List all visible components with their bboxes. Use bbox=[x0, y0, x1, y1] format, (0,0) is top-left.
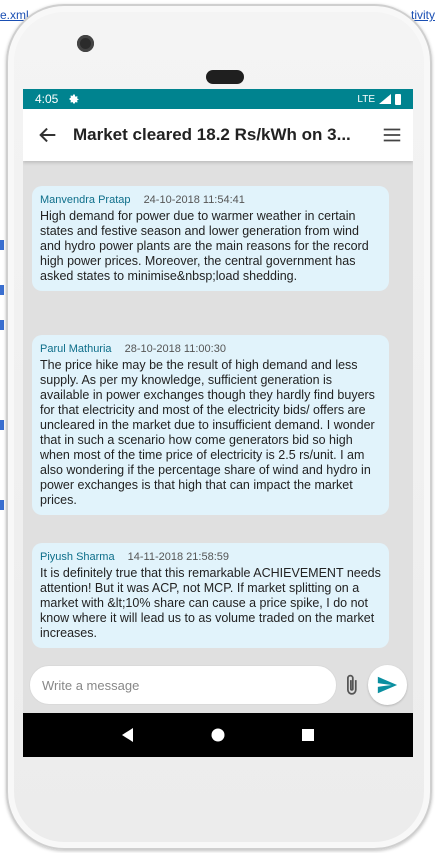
background-mark bbox=[0, 240, 4, 250]
message-text: High demand for power due to warmer weather in certain states and festive season and lower generation from wind and hydro power plants are the main reasons for the record high power prices. Moreover, the central government has asked states to minimise&nbsp;load shedding. bbox=[40, 209, 369, 283]
message-list[interactable] bbox=[23, 161, 413, 661]
earpiece-speaker bbox=[206, 70, 244, 84]
arrow-left-icon[interactable] bbox=[37, 124, 59, 146]
square-recents-icon[interactable] bbox=[300, 727, 316, 743]
message-bubble bbox=[32, 335, 389, 515]
message-meta bbox=[40, 194, 381, 206]
message-bubble bbox=[32, 186, 389, 291]
page-title: Market cleared 18.2 Rs/kWh on 3... bbox=[73, 125, 351, 144]
message-bubble bbox=[32, 543, 389, 648]
message-author: Piyush Sharma bbox=[40, 551, 115, 563]
message-timestamp: 14-11-2018 21:58:59 bbox=[127, 551, 229, 563]
background-link-right: tivity bbox=[411, 8, 435, 22]
signal-icon bbox=[379, 94, 391, 104]
message-author: Manvendra Pratap bbox=[40, 194, 131, 206]
phone-screen bbox=[23, 89, 413, 757]
background-mark bbox=[0, 500, 4, 510]
battery-icon bbox=[395, 94, 401, 105]
system-nav-bar bbox=[23, 713, 413, 757]
message-timestamp: 24-10-2018 11:54:41 bbox=[143, 194, 245, 206]
circle-home-icon[interactable] bbox=[210, 727, 226, 743]
hamburger-menu-icon[interactable] bbox=[381, 124, 403, 146]
message-input[interactable] bbox=[29, 665, 337, 705]
message-text: The price hike may be the result of high demand and less supply. As per my knowledge, sufficient generation is available in power exchanges though they hardly find buyers for that electricity and most of the electricity bids/ offers are uncleared in the market due to insufficient demand. I wonder that in such a scenario how come generators bid so high when most of the time price of electricity is 2.5 rs/unit. I am also wondering if the percentage share of wind and hydro in power exchanges is that high that can impact the market prices. bbox=[40, 358, 375, 507]
message-timestamp: 28-10-2018 11:00:30 bbox=[124, 343, 226, 355]
background-link-left: e.xml bbox=[0, 8, 29, 22]
message-meta bbox=[40, 551, 381, 563]
background-mark bbox=[0, 285, 4, 295]
background-mark bbox=[0, 320, 4, 330]
background-mark bbox=[0, 420, 4, 430]
message-author: Parul Mathuria bbox=[40, 343, 112, 355]
paperclip-icon[interactable] bbox=[342, 673, 362, 697]
send-icon bbox=[376, 674, 398, 696]
status-bar bbox=[23, 89, 413, 109]
app-bar bbox=[23, 109, 413, 161]
front-camera bbox=[77, 35, 94, 52]
message-text: It is definitely true that this remarkable ACHIEVEMENT needs attention! But it was ACP, not MCP. If market splitting on a market with &lt;10% share can cause a price spike, I do not know where it will lead us to as volume traded on the market increases. bbox=[40, 566, 381, 640]
triangle-back-icon[interactable] bbox=[120, 727, 136, 743]
gear-icon bbox=[68, 93, 80, 105]
send-button[interactable] bbox=[368, 665, 407, 705]
status-time: 4:05 bbox=[35, 92, 59, 106]
message-composer bbox=[23, 661, 413, 709]
message-input-placeholder: Write a message bbox=[42, 677, 140, 693]
message-meta bbox=[40, 343, 381, 355]
network-type: LTE bbox=[357, 93, 375, 105]
